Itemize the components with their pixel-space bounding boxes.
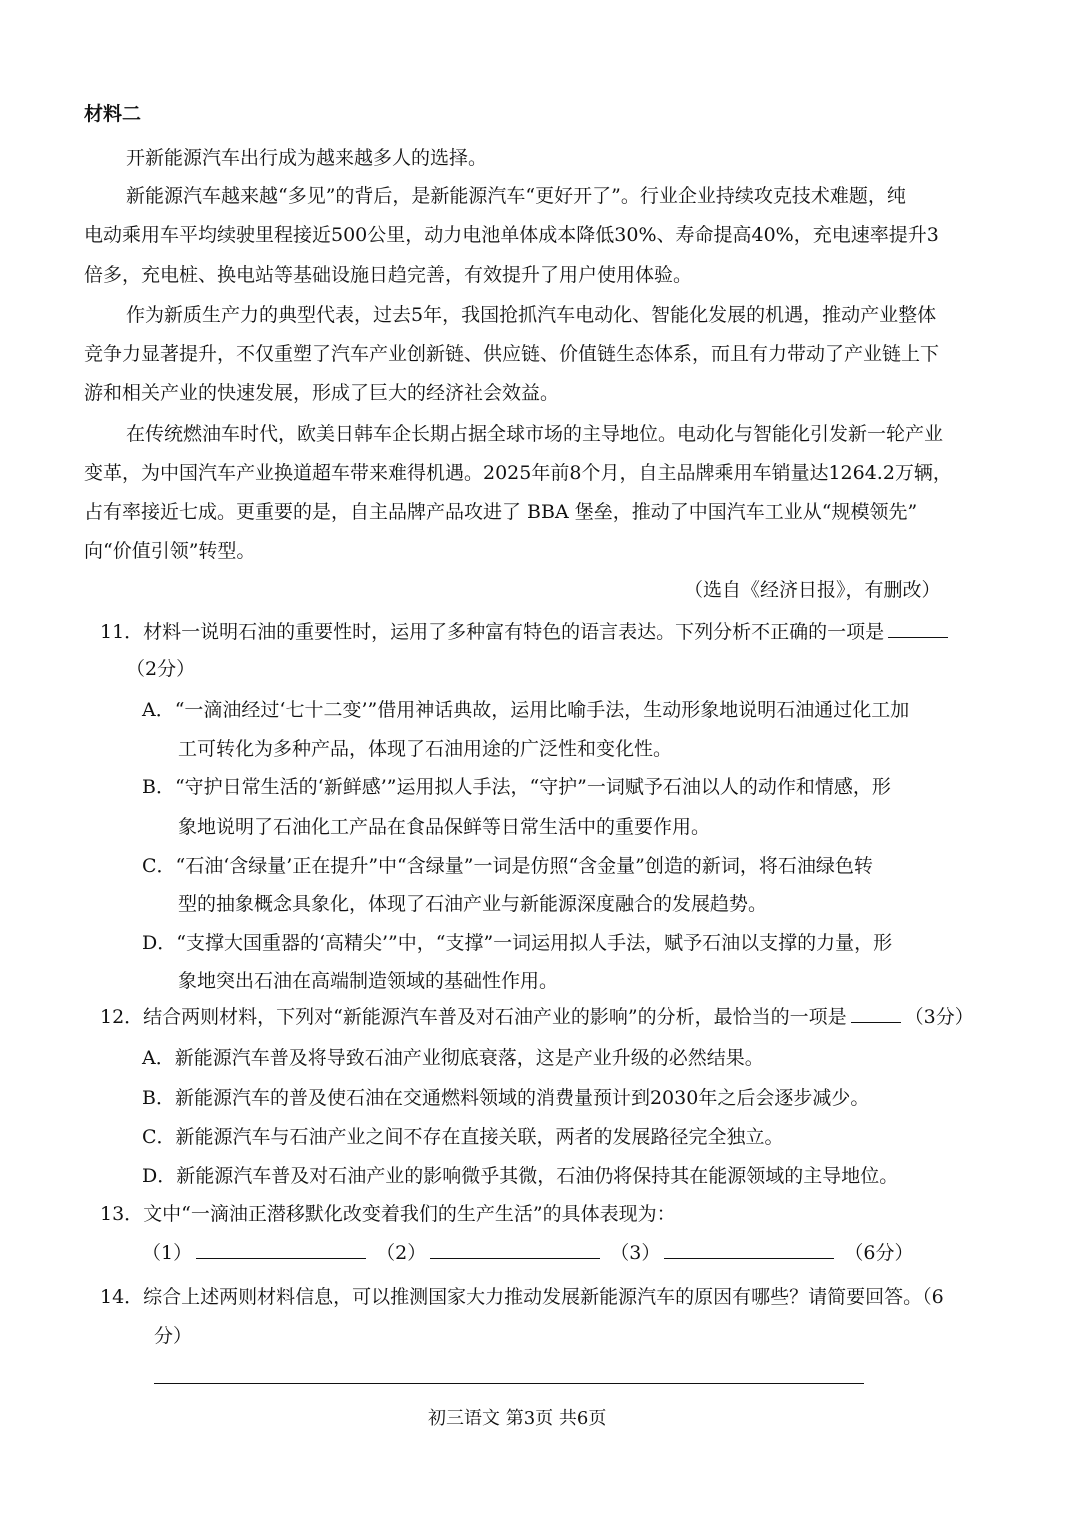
q11-option-a: A．“一滴油经过‘七十二变’”借用神话典故，运用比喻手法，生动形象地说明石油通过化工加	[142, 699, 910, 721]
page-footer: 初三语文 第3页 共6页	[428, 1408, 607, 1429]
material-line: 倍多，充电桩、换电站等基础设施日趋完善，有效提升了用户使用体验。	[84, 264, 693, 286]
material-line: 作为新质生产力的典型代表，过去5年，我国抢抓汽车电动化、智能化发展的机遇，推动产业整体	[126, 304, 937, 326]
q13-label-1: （1）	[142, 1242, 193, 1264]
q11-option-c: C．“石油‘含绿量’正在提升”中“含绿量”一词是仿照“含金量”创造的新词，将石油绿色转	[142, 855, 873, 877]
material-line: 开新能源汽车出行成为越来越多人的选择。	[126, 147, 488, 169]
q14-stem: 14．综合上述两则材料信息，可以推测国家大力推动发展新能源汽车的原因有哪些？请简要回答。（6	[100, 1286, 944, 1308]
material-line: 游和相关产业的快速发展，形成了巨大的经济社会效益。	[84, 382, 560, 404]
q13-answer-blank-3[interactable]	[664, 1240, 834, 1259]
q11-option-b-cont: 象地说明了石油化工产品在食品保鲜等日常生活中的重要作用。	[178, 816, 711, 838]
q12-option-a: A．新能源汽车普及将导致石油产业彻底衰落，这是产业升级的必然结果。	[142, 1047, 764, 1069]
q11-option-c-cont: 型的抽象概念具象化，体现了石油产业与新能源深度融合的发展趋势。	[178, 893, 768, 915]
q11-answer-blank[interactable]	[888, 619, 948, 638]
q14-answer-line[interactable]	[154, 1383, 864, 1384]
source-citation: （选自《经济日报》，有删改）	[684, 579, 941, 601]
material-line: 在传统燃油车时代，欧美日韩车企长期占据全球市场的主导地位。电动化与智能化引发新一轮产业	[126, 423, 944, 445]
q11-option-d: D．“支撑大国重器的‘高精尖’”中，“支撑”一词运用拟人手法，赋予石油以支撑的力量，形	[142, 932, 893, 954]
q12-answer-blank[interactable]	[851, 1004, 901, 1023]
q11-option-a-cont: 工可转化为多种产品，体现了石油用途的广泛性和变化性。	[178, 738, 673, 760]
q11-stem	[100, 619, 952, 645]
material-line: 竞争力显著提升，不仅重塑了汽车产业创新链、供应链、价值链生态体系，而且有力带动了产业链上下	[84, 343, 940, 365]
q11-option-b: B．“守护日常生活的‘新鲜感’”运用拟人手法，“守护”一词赋予石油以人的动作和情感，形	[142, 776, 891, 798]
material-line: 向“价值引领”转型。	[84, 540, 256, 562]
q13-label-2: （2）	[376, 1242, 427, 1264]
q14-stem-cont: 分）	[154, 1325, 193, 1347]
material-line: 电动乘用车平均续驶里程接近500公里，动力电池单体成本降低30%、寿命提高40%，充电速率提升3	[84, 224, 939, 246]
q11-score: （2分）	[126, 658, 196, 680]
q12-stem-text: 12．结合两则材料，下列对“新能源汽车普及对石油产业的影响”的分析，最恰当的一项是	[100, 1006, 847, 1028]
q13-stem: 13．文中“一滴油正潜移默化改变着我们的生产生活”的具体表现为：	[100, 1203, 676, 1225]
material-line: 占有率接近七成。更重要的是，自主品牌产品攻进了 BBA 堡垒，推动了中国汽车工业从“规模领先”	[84, 501, 918, 523]
q11-option-d-cont: 象地突出石油在高端制造领域的基础性作用。	[178, 970, 559, 992]
q11-stem-text: 11．材料一说明石油的重要性时，运用了多种富有特色的语言表达。下列分析不正确的一项是	[100, 621, 885, 643]
q12-option-c: C．新能源汽车与石油产业之间不存在直接关联，两者的发展路径完全独立。	[142, 1126, 784, 1148]
material-line: 变革，为中国汽车产业换道超车带来难得机遇。2025年前8个月，自主品牌乘用车销量达1264.2万辆，	[84, 462, 952, 484]
q12-stem	[100, 1004, 974, 1030]
q12-score: （3分）	[904, 1006, 974, 1028]
q13-label-3: （3）	[610, 1242, 661, 1264]
q13-blanks	[142, 1240, 914, 1266]
q12-option-d: D．新能源汽车普及对石油产业的影响微乎其微，石油仍将保持其在能源领域的主导地位。	[142, 1165, 899, 1187]
material-line: 新能源汽车越来越“多见”的背后，是新能源汽车“更好开了”。行业企业持续攻克技术难题，纯	[126, 185, 906, 207]
q12-option-b: B．新能源汽车的普及使石油在交通燃料领域的消费量预计到2030年之后会逐步减少。	[142, 1087, 870, 1109]
q13-answer-blank-2[interactable]	[430, 1240, 600, 1259]
q13-score: （6分）	[844, 1242, 914, 1264]
q13-answer-blank-1[interactable]	[196, 1240, 366, 1259]
material-heading: 材料二	[84, 103, 142, 125]
